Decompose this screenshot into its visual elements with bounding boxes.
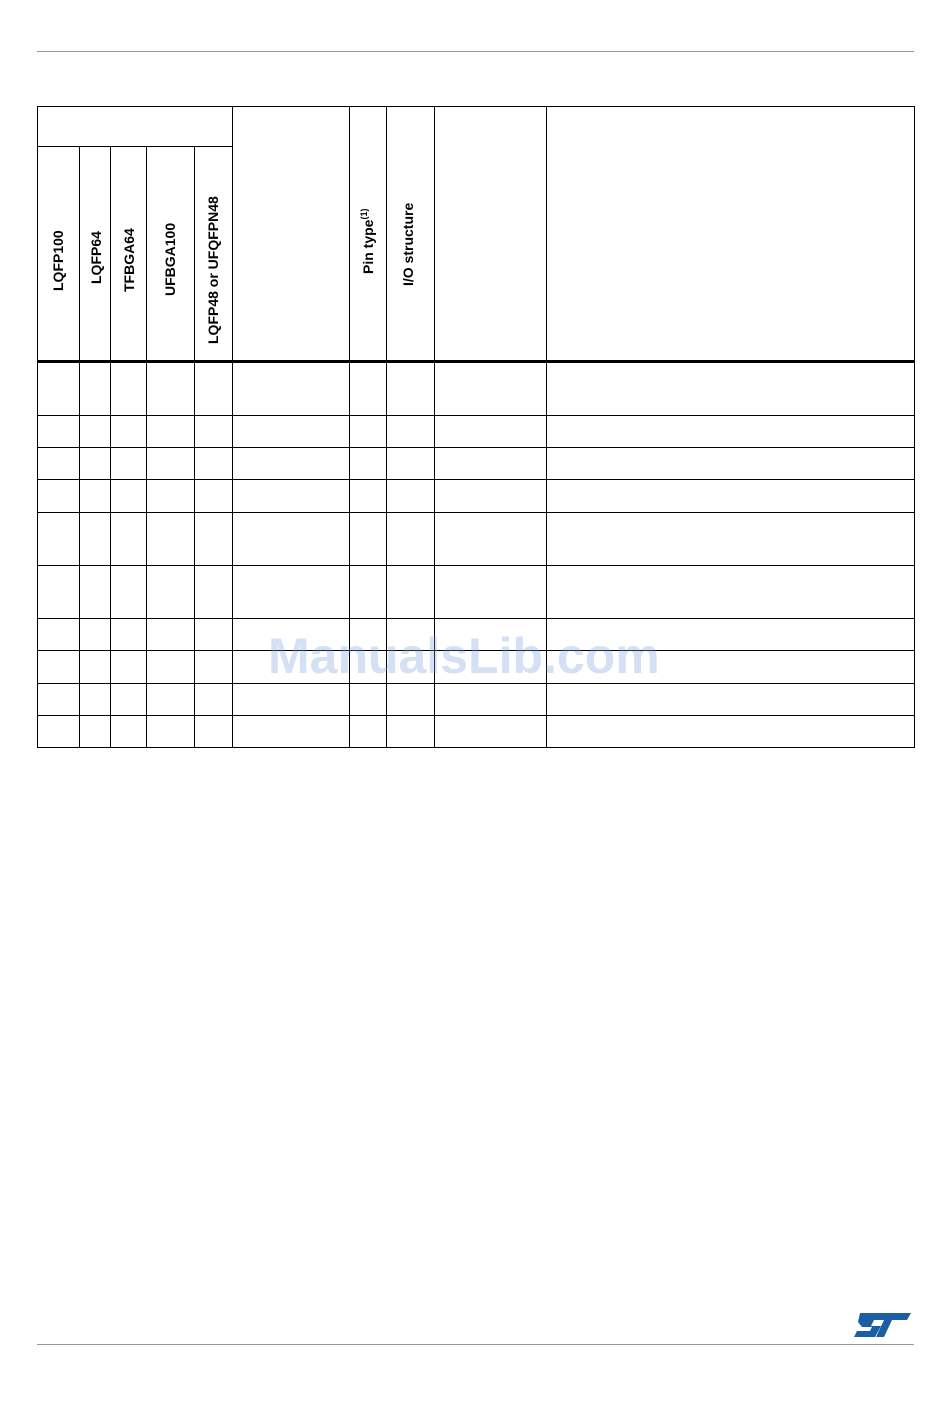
table-border-bottom (37, 747, 915, 748)
header-tfbga64: TFBGA64 (121, 228, 137, 292)
table-border-top (37, 106, 915, 107)
watermark: ManualsLib.com (268, 628, 660, 684)
header-io-structure: I/O structure (400, 202, 416, 286)
header-group-divider (37, 146, 233, 147)
table-border-left (37, 106, 38, 748)
column-divider (232, 106, 233, 748)
row-divider (37, 618, 915, 619)
st-logo-icon (852, 1312, 912, 1338)
header-ufbga100: UFBGA100 (162, 222, 178, 296)
header-lqfp100: LQFP100 (50, 230, 66, 291)
header-lqfp48-ufqfpn48: LQFP48 or UFQFPN48 (205, 196, 221, 344)
header-rule (37, 51, 914, 52)
header-body-divider (37, 360, 915, 363)
header-lqfp64: LQFP64 (88, 231, 104, 284)
row-divider (37, 415, 915, 416)
row-divider (37, 512, 915, 513)
pin-type-footnote-ref: (1) (359, 208, 369, 220)
pin-type-label: Pin type (360, 219, 376, 274)
row-divider (37, 565, 915, 566)
header-pin-type (359, 209, 376, 274)
row-divider (37, 479, 915, 480)
table-border-right (914, 106, 915, 748)
row-divider (37, 447, 915, 448)
row-divider (37, 715, 915, 716)
footer-rule (37, 1344, 914, 1345)
